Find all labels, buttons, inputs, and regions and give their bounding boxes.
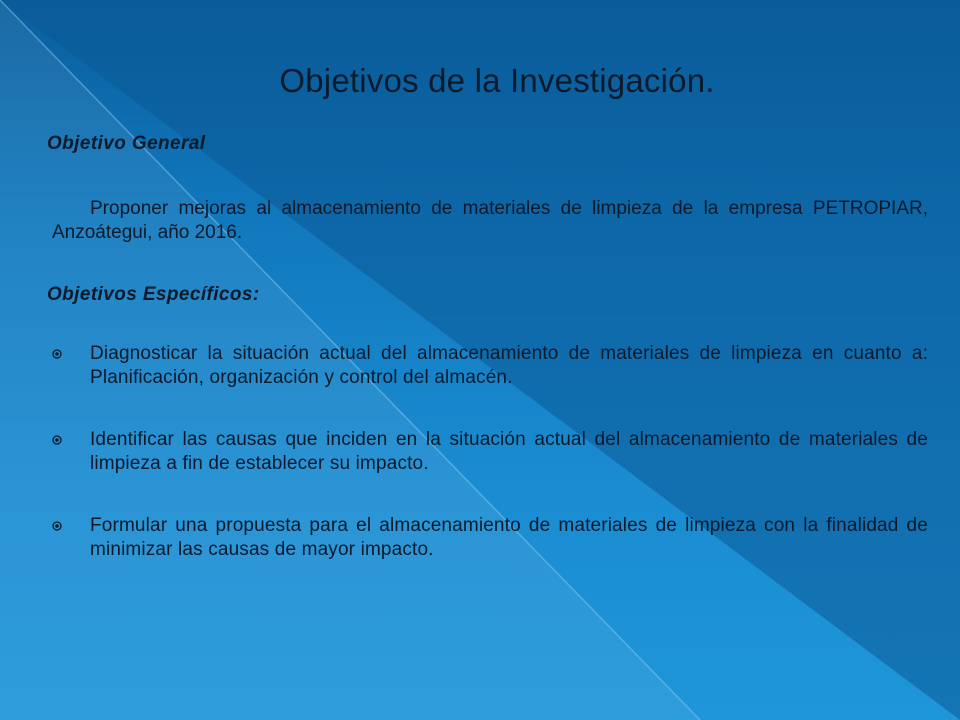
ringed-dot-icon: [52, 435, 62, 445]
ringed-dot-icon: [52, 349, 62, 359]
list-item-text: Formular una propuesta para el almacenamiento de materiales de limpieza con la finalidad de minimizar las causas de mayor impacto.: [90, 515, 928, 560]
slide-title: Objetivos de la Investigación.: [279, 62, 715, 99]
objetivos-especificos-heading: Objetivos Específicos:: [47, 284, 260, 305]
objetivo-general-heading: Objetivo General: [47, 133, 206, 154]
list-item: [52, 428, 928, 476]
objetivo-general-text: Proponer mejoras al almacenamiento de materiales de limpieza de la empresa PETROPIAR, Anzoátegui, año 2016.: [52, 198, 928, 243]
list-item-text: Diagnosticar la situación actual del almacenamiento de materiales de limpieza en cuanto a: Planificación, organización y control del almacén.: [90, 343, 928, 388]
list-item-text: Identificar las causas que inciden en la situación actual del almacenamiento de materiales de limpieza a fin de establecer su impacto.: [90, 429, 928, 474]
list-item: [52, 342, 928, 390]
ringed-dot-icon: [52, 521, 62, 531]
list-item: [52, 514, 928, 562]
